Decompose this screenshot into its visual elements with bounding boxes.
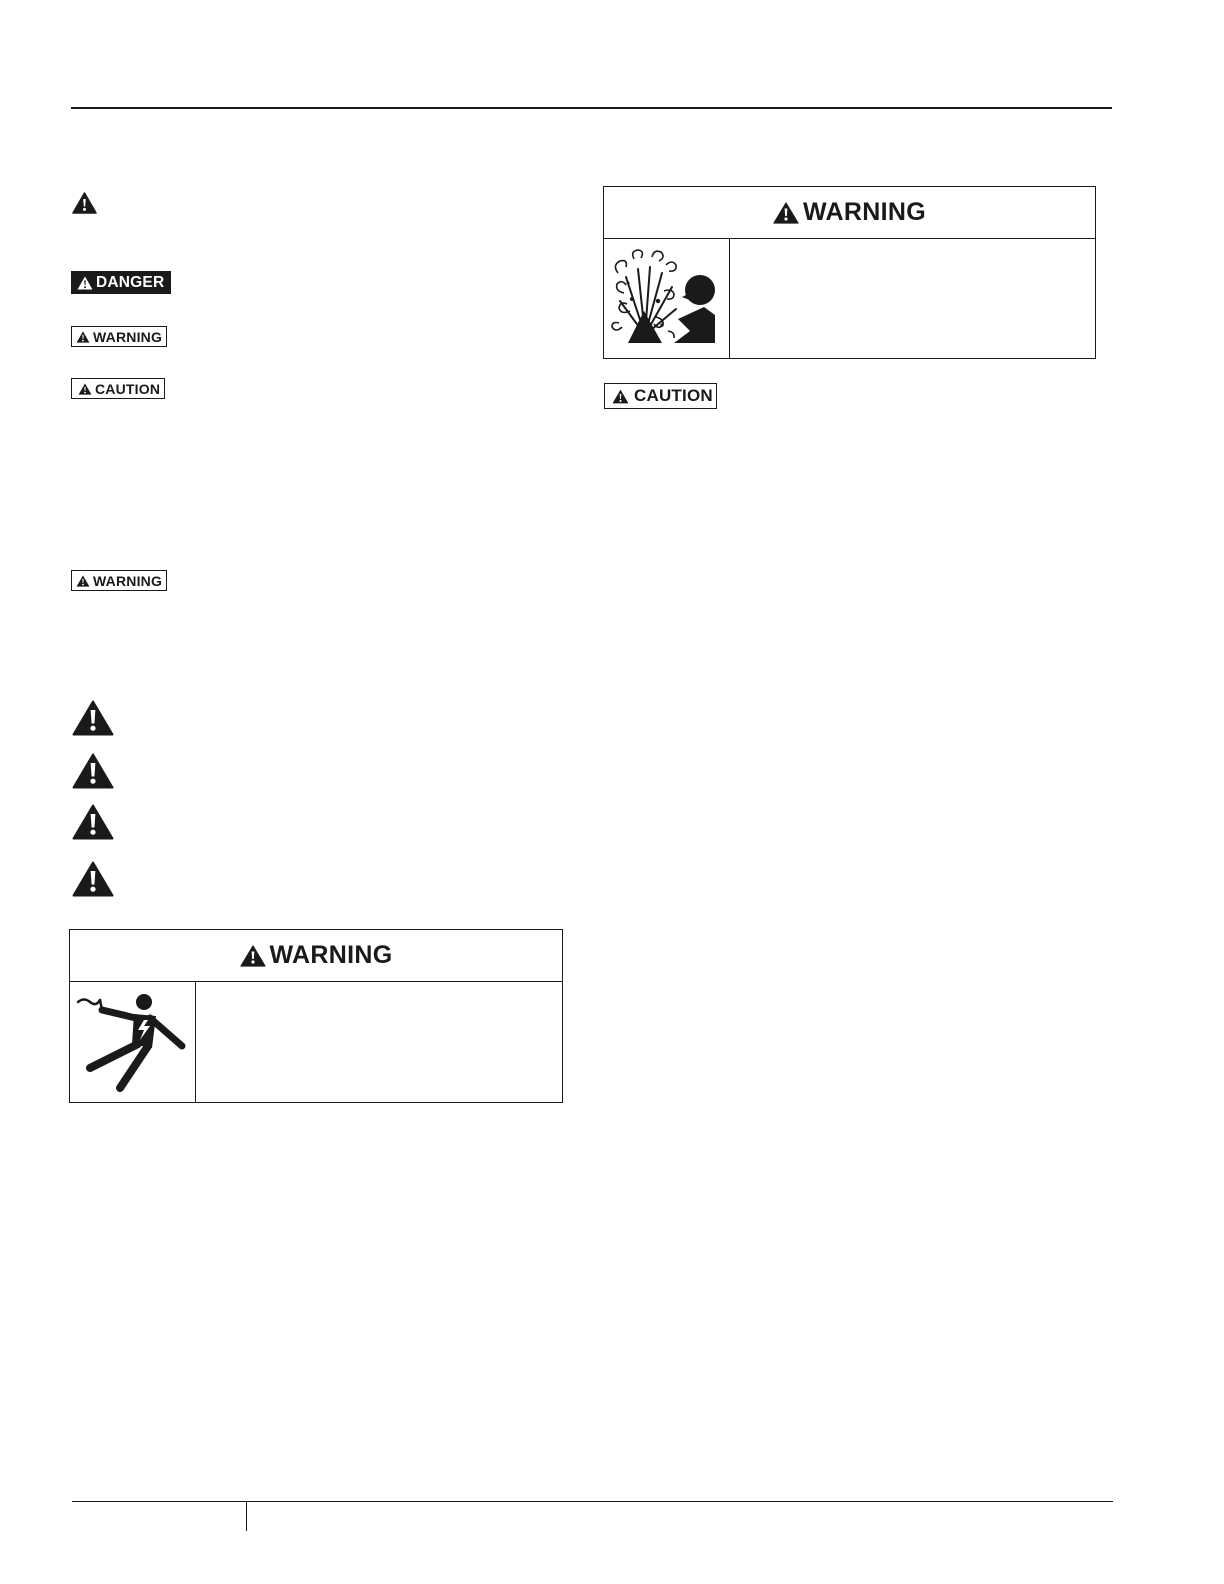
caution-signal-word [604, 383, 717, 409]
safety-alert-icon [612, 389, 629, 404]
explosion-pictogram [604, 239, 730, 358]
footer-divider [246, 1502, 247, 1531]
safety-alert-icon [240, 945, 266, 967]
warning-box-header [604, 187, 1095, 239]
electric-shock-pictogram [70, 982, 196, 1102]
warning-signal-word [71, 570, 167, 591]
warning-box-header [70, 930, 562, 982]
warning-signal-word [71, 326, 167, 347]
warning-box-title: WARNING [269, 941, 393, 969]
safety-alert-icon [78, 383, 92, 395]
electric-shock-icon [70, 982, 195, 1103]
warning-label: WARNING [93, 572, 163, 589]
safety-alert-icon [77, 276, 93, 290]
warning-label: WARNING [93, 328, 163, 345]
danger-label: DANGER [96, 273, 165, 291]
explosion-icon [604, 239, 729, 359]
caution-label: CAUTION [634, 386, 713, 405]
warning-box-title: WARNING [803, 198, 926, 226]
safety-alert-icon [76, 331, 90, 343]
danger-signal-word [71, 271, 171, 294]
safety-alert-icon [72, 700, 114, 741]
caution-signal-word [71, 378, 165, 399]
warning-box-message [196, 982, 562, 1102]
safety-alert-icon [72, 861, 114, 902]
warning-box-electric-shock [69, 929, 563, 1103]
safety-alert-icon [72, 753, 114, 794]
safety-alert-icon [76, 575, 90, 587]
safety-alert-icon [72, 804, 114, 845]
caution-label: CAUTION [95, 380, 161, 397]
footer-rule [72, 1501, 1113, 1502]
warning-box-explosion [603, 186, 1096, 359]
warning-box-message [730, 239, 1095, 358]
header-rule [71, 107, 1112, 109]
safety-alert-icon [773, 202, 799, 224]
safety-alert-icon [72, 192, 97, 219]
